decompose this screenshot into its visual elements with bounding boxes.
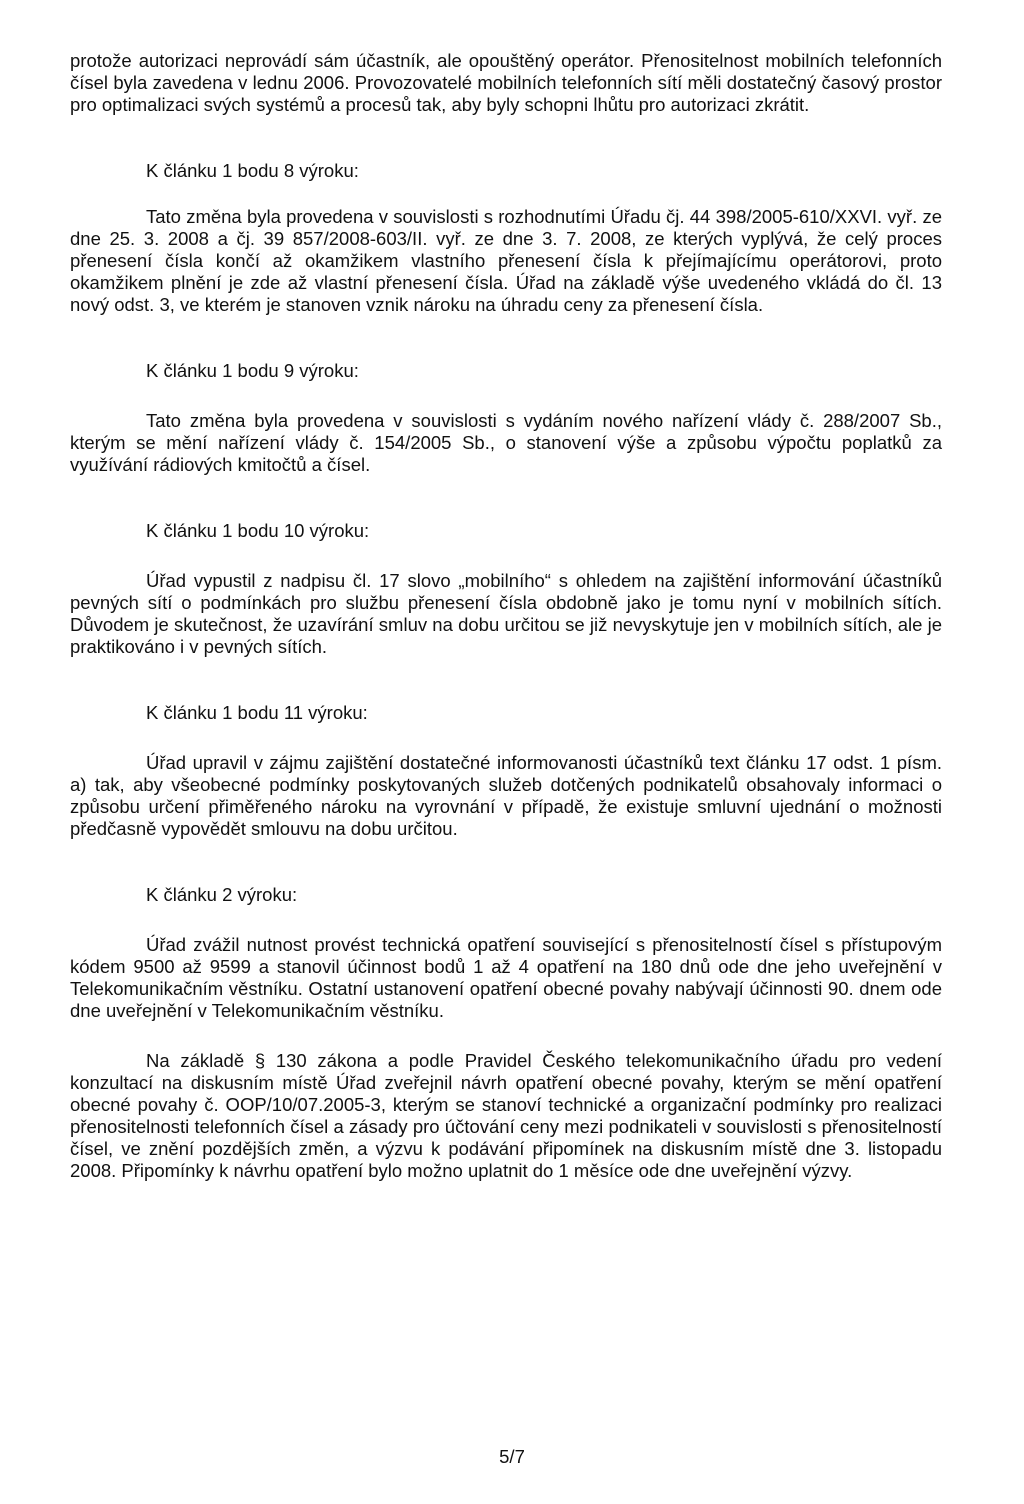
closing-paragraph: Na základě § 130 zákona a podle Pravidel Českého telekomunikačního úřadu pro vedení konzultací na diskusním místě Úřad zveřejnil návrh opatření obecné povahy, kterým se mění opatření obecné povahy č. OOP/10/07.2005-3, kterým se stanoví technické a organizační podmínky pro realizaci přenositelnosti telefonních čísel a zásady pro účtování ceny mezi podnikateli v souvislosti s přenositelností čísel, ve znění pozdějších změn, a výzvu k podávání připomínek na diskusním místě dne 3. listopadu 2008. Připomínky k návrhu opatření bylo možno uplatnit do 1 měsíce ode dne uveřejnění výzvy. bbox=[70, 1050, 942, 1181]
section-paragraph-article-1-point-8: Tato změna byla provedena v souvislosti s rozhodnutími Úřadu čj. 44 398/2005-610/XXVI. vyř. ze dne 25. 3. 2008 a čj. 39 857/2008-603/II. vyř. ze dne 3. 7. 2008, ze kterých vyplývá, že celý proces přenesení čísla končí až okamžikem vlastního přenesení čísla k přejímajícímu operátorovi, proto okamžikem plnění je zde až vlastní přenesení čísla. Úřad na základě výše uvedeného vkládá do čl. 13 nový odst. 3, ve kterém je stanoven vznik nároku na úhradu ceny za přenesení čísla. bbox=[70, 206, 942, 315]
section-paragraph-article-2: Úřad zvážil nutnost provést technická opatření související s přenositelností čísel s přístupovým kódem 9500 až 9599 a stanovil účinnost bodů 1 až 4 opatření na 180 dnů ode dne jeho uveřejnění v Telekomunikačním věstníku. Ostatní ustanovení opatření obecné povahy nabývají účinnosti 90. dnem ode dne uveřejnění v Telekomunikačním věstníku. bbox=[70, 934, 942, 1021]
section-heading-article-2: K článku 2 výroku: bbox=[146, 884, 298, 905]
section-paragraph-article-1-point-10: Úřad vypustil z nadpisu čl. 17 slovo „mobilního“ s ohledem na zajištění informování účastníků pevných sítí o podmínkách pro službu přenesení čísla obdobně jako je tomu nyní v mobilních sítích. Důvodem je skutečnost, že uzavírání smluv na dobu určitou se již nevyskytuje jen v mobilních sítích, ale je praktikováno i v pevných sítích. bbox=[70, 570, 942, 657]
section-paragraph-article-1-point-11: Úřad upravil v zájmu zajištění dostatečné informovanosti účastníků text článku 17 odst. 1 písm. a) tak, aby všeobecné podmínky poskytovaných služeb dotčených podnikatelů obsahovaly informaci o způsobu určení přiměřeného nároku na vyrovnání v případě, že existuje smluvní ujednání o možnosti předčasně vypovědět smlouvu na dobu určitou. bbox=[70, 752, 942, 839]
document-body bbox=[70, 50, 942, 1182]
page-number: 5/7 bbox=[499, 1446, 525, 1467]
section-heading-article-1-point-9: K článku 1 bodu 9 výroku: bbox=[146, 360, 359, 381]
section-heading-article-1-point-8: K článku 1 bodu 8 výroku: bbox=[146, 160, 359, 181]
section-heading-article-1-point-10: K článku 1 bodu 10 výroku: bbox=[146, 520, 370, 541]
section-heading-article-1-point-11: K článku 1 bodu 11 výroku: bbox=[146, 702, 368, 723]
section-paragraph-article-1-point-9: Tato změna byla provedena v souvislosti s vydáním nového nařízení vlády č. 288/2007 Sb., kterým se mění nařízení vlády č. 154/2005 Sb., o stanovení výše a způsobu výpočtu poplatků za využívání rádiových kmitočtů a čísel. bbox=[70, 410, 942, 475]
intro-paragraph: protože autorizaci neprovádí sám účastník, ale opouštěný operátor. Přenositelnost mobilních telefonních čísel byla zavedena v lednu 2006. Provozovatelé mobilních telefonních sítí měli dostatečný časový prostor pro optimalizaci svých systémů a procesů tak, aby byly schopni lhůtu pro autorizaci zkrátit. bbox=[70, 50, 942, 115]
